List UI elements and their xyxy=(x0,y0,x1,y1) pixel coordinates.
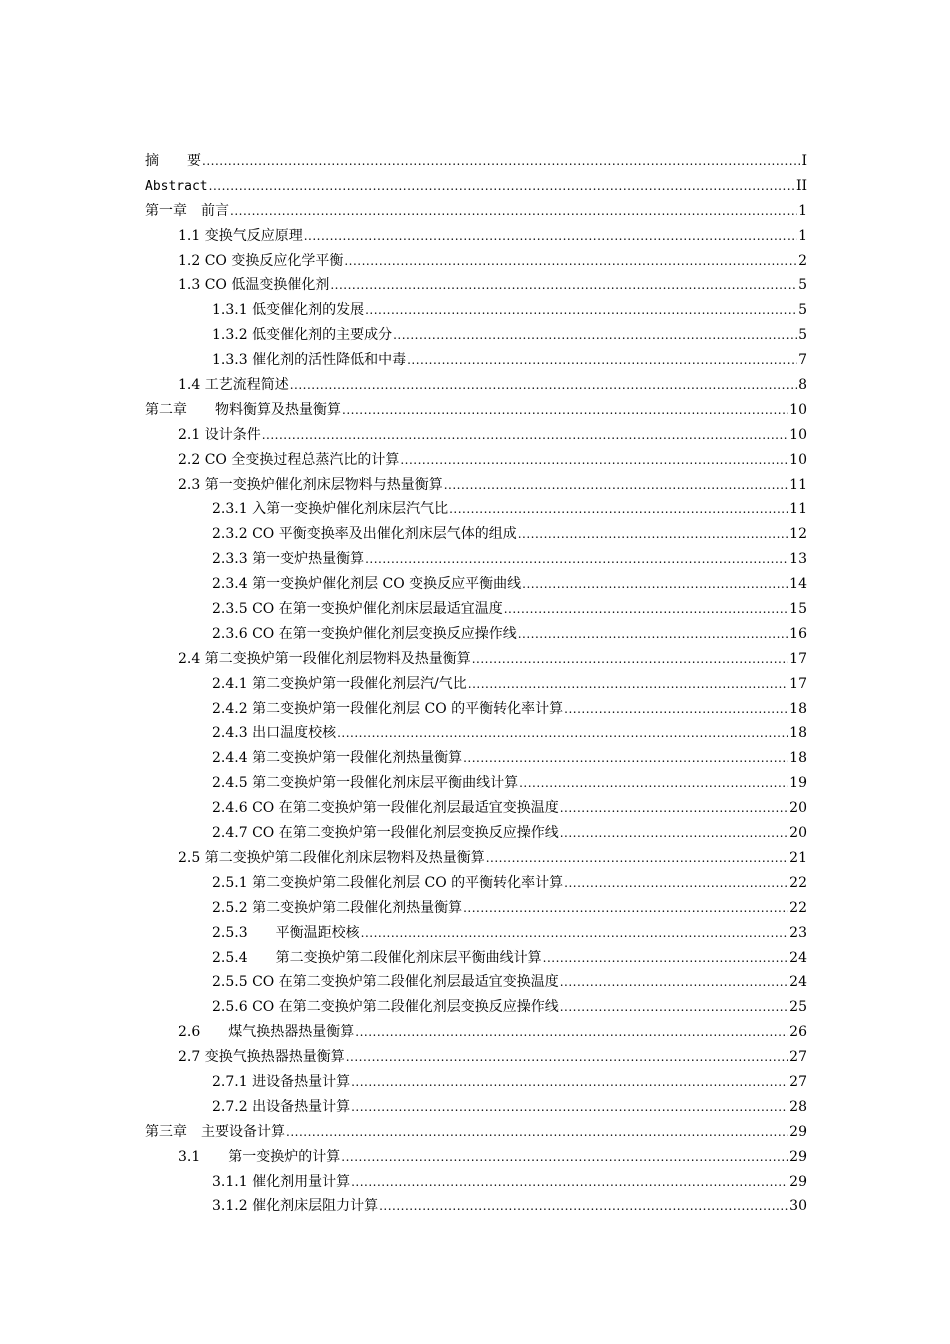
toc-entry-page-number: II xyxy=(795,177,807,194)
toc-entry[interactable] xyxy=(145,473,807,498)
toc-entry[interactable] xyxy=(145,348,807,373)
toc-entry-title: 2.5.6 CO 在第二变换炉第二段催化剂层变换反应操作线 xyxy=(212,999,559,1016)
dot-leader xyxy=(344,249,797,274)
toc-entry[interactable] xyxy=(145,448,807,473)
toc-entry-title: 1.3 CO 低温变换催化剂 xyxy=(178,277,330,294)
toc-entry-page-number: 26 xyxy=(789,1024,807,1041)
toc-entry[interactable] xyxy=(145,497,807,522)
toc-entry[interactable] xyxy=(145,970,807,995)
dot-leader xyxy=(486,846,788,871)
toc-entry[interactable] xyxy=(145,423,807,448)
toc-entry-page-number: 17 xyxy=(789,675,807,692)
toc-entry[interactable] xyxy=(145,647,807,672)
toc-entry-page-number: 25 xyxy=(789,999,807,1016)
toc-entry-page-number: 1 xyxy=(798,227,807,244)
dot-leader xyxy=(504,597,788,622)
toc-entry[interactable] xyxy=(145,672,807,697)
toc-entry[interactable] xyxy=(145,721,807,746)
dot-leader xyxy=(518,522,788,547)
toc-entry[interactable] xyxy=(145,1170,807,1195)
dot-leader xyxy=(361,921,789,946)
toc-entry-title: 2.3.2 CO 平衡变换率及出催化剂床层气体的组成 xyxy=(212,526,517,543)
toc-entry-page-number: 11 xyxy=(789,501,807,518)
toc-entry-page-number: 27 xyxy=(789,1049,807,1066)
toc-entry-title: 2.4.4 第二变换炉第一段催化剂热量衡算 xyxy=(212,750,463,767)
dot-leader xyxy=(330,273,797,298)
toc-entry-page-number: 5 xyxy=(798,327,807,344)
toc-entry[interactable] xyxy=(145,597,807,622)
toc-entry-title: 1.1 变换气反应原理 xyxy=(178,227,303,244)
toc-entry-title: 2.5.2 第二变换炉第二段催化剂热量衡算 xyxy=(212,899,463,916)
toc-entry[interactable] xyxy=(145,224,807,249)
toc-entry[interactable] xyxy=(145,1095,807,1120)
toc-entry-page-number: 22 xyxy=(789,874,807,891)
toc-entry-title: 2.3.3 第一变炉热量衡算 xyxy=(212,551,365,568)
dot-leader xyxy=(346,1045,788,1070)
toc-entry-title: 第三章 主要设备计算 xyxy=(145,1123,285,1140)
toc-entry[interactable] xyxy=(145,298,807,323)
toc-entry[interactable] xyxy=(145,846,807,871)
dot-leader xyxy=(351,1095,788,1120)
toc-entry-page-number: 10 xyxy=(789,401,807,418)
toc-entry[interactable] xyxy=(145,149,807,174)
toc-entry[interactable] xyxy=(145,896,807,921)
toc-entry-page-number: 30 xyxy=(789,1198,807,1215)
toc-entry[interactable] xyxy=(145,1045,807,1070)
toc-entry-page-number: 24 xyxy=(789,974,807,991)
toc-entry-title: 2.6 煤气换热器热量衡算 xyxy=(178,1024,355,1041)
toc-entry[interactable] xyxy=(145,821,807,846)
dot-leader xyxy=(341,1145,788,1170)
toc-entry-page-number: 17 xyxy=(789,650,807,667)
toc-entry-page-number: 20 xyxy=(789,825,807,842)
toc-entry-title: 2.5 第二变换炉第二段催化剂床层物料及热量衡算 xyxy=(178,849,485,866)
dot-leader xyxy=(564,697,788,722)
toc-entry-title: 2.3.6 CO 在第一变换炉催化剂层变换反应操作线 xyxy=(212,625,517,642)
toc-entry-page-number: 14 xyxy=(789,576,807,593)
toc-entry-page-number: 10 xyxy=(789,451,807,468)
toc-entry-page-number: 21 xyxy=(789,849,807,866)
toc-entry[interactable] xyxy=(145,921,807,946)
toc-entry-page-number: 19 xyxy=(789,775,807,792)
toc-entry[interactable] xyxy=(145,323,807,348)
toc-entry-page-number: 29 xyxy=(789,1123,807,1140)
toc-entry-title: 2.7 变换气换热器热量衡算 xyxy=(178,1049,345,1066)
toc-entry-page-number: 1 xyxy=(798,202,807,219)
toc-entry-title: Abstract xyxy=(145,178,208,194)
toc-entry-title: 1.2 CO 变换反应化学平衡 xyxy=(178,252,344,269)
toc-entry[interactable] xyxy=(145,572,807,597)
dot-leader xyxy=(304,224,797,249)
toc-entry-page-number: 18 xyxy=(789,750,807,767)
toc-entry-page-number: 28 xyxy=(789,1098,807,1115)
toc-entry-title: 2.4 第二变换炉第一段催化剂层物料及热量衡算 xyxy=(178,650,471,667)
dot-leader xyxy=(407,348,797,373)
dot-leader xyxy=(522,572,788,597)
toc-entry-page-number: 22 xyxy=(789,899,807,916)
toc-entry[interactable] xyxy=(145,1194,807,1219)
toc-entry[interactable] xyxy=(145,796,807,821)
toc-entry[interactable] xyxy=(145,1020,807,1045)
toc-entry-title: 2.5.1 第二变换炉第二段催化剂层 CO 的平衡转化率计算 xyxy=(212,874,564,891)
toc-entry-title: 摘 要 xyxy=(145,153,201,169)
toc-entry[interactable] xyxy=(145,1120,807,1145)
toc-entry[interactable] xyxy=(145,249,807,274)
dot-leader xyxy=(342,398,788,423)
toc-entry[interactable] xyxy=(145,946,807,971)
toc-entry-page-number: 24 xyxy=(789,949,807,966)
toc-entry-page-number: 15 xyxy=(789,601,807,618)
toc-entry-page-number: 18 xyxy=(789,725,807,742)
dot-leader xyxy=(400,448,788,473)
dot-leader xyxy=(209,174,795,199)
toc-entry-title: 2.4.1 第二变换炉第一段催化剂层汽/气比 xyxy=(212,675,467,692)
dot-leader xyxy=(543,946,789,971)
toc-entry-title: 2.7.2 出设备热量计算 xyxy=(212,1098,351,1115)
dot-leader xyxy=(519,771,788,796)
toc-entry-page-number: 18 xyxy=(789,700,807,717)
toc-entry[interactable] xyxy=(145,373,807,398)
toc-entry-page-number: 8 xyxy=(798,377,807,394)
dot-leader xyxy=(518,622,788,647)
dot-leader xyxy=(355,1020,788,1045)
toc-entry-page-number: 12 xyxy=(789,526,807,543)
toc-entry-title: 2.5.4 第二变换炉第二段催化剂床层平衡曲线计算 xyxy=(212,949,542,966)
toc-entry-title: 2.3.4 第一变换炉催化剂层 CO 变换反应平衡曲线 xyxy=(212,576,522,593)
toc-entry-page-number: I xyxy=(801,153,807,169)
toc-entry-page-number: 5 xyxy=(798,302,807,319)
dot-leader xyxy=(444,473,788,498)
toc-entry-title: 2.7.1 进设备热量计算 xyxy=(212,1073,351,1090)
toc-entry-page-number: 20 xyxy=(789,800,807,817)
dot-leader xyxy=(560,970,788,995)
dot-leader xyxy=(472,647,788,672)
dot-leader xyxy=(463,896,788,921)
dot-leader xyxy=(379,1194,788,1219)
toc-entry[interactable] xyxy=(145,871,807,896)
toc-entry-page-number: 27 xyxy=(789,1073,807,1090)
dot-leader xyxy=(230,199,797,224)
toc-entry-title: 1.3.2 低变催化剂的主要成分 xyxy=(212,327,393,344)
toc-entry[interactable] xyxy=(145,1145,807,1170)
toc-entry-title: 2.4.6 CO 在第二变换炉第一段催化剂层最适宜变换温度 xyxy=(212,800,559,817)
toc-entry[interactable] xyxy=(145,174,807,199)
toc-entry-title: 2.4.3 出口温度校核 xyxy=(212,725,337,742)
toc-entry-page-number: 11 xyxy=(789,476,807,493)
toc-entry-title: 3.1 第一变换炉的计算 xyxy=(178,1148,341,1165)
toc-entry-page-number: 13 xyxy=(789,551,807,568)
toc-entry-title: 3.1.1 催化剂用量计算 xyxy=(212,1173,351,1190)
toc-entry-page-number: 5 xyxy=(798,277,807,294)
dot-leader xyxy=(286,1120,788,1145)
toc-entry-title: 2.4.7 CO 在第二变换炉第一段催化剂层变换反应操作线 xyxy=(212,825,559,842)
toc-entry[interactable] xyxy=(145,547,807,572)
dot-leader xyxy=(365,547,788,572)
toc-entry[interactable] xyxy=(145,995,807,1020)
toc-entry-page-number: 10 xyxy=(789,426,807,443)
toc-entry-title: 2.4.5 第二变换炉第一段催化剂床层平衡曲线计算 xyxy=(212,775,519,792)
toc-entry[interactable] xyxy=(145,398,807,423)
dot-leader xyxy=(351,1170,788,1195)
toc-entry-title: 2.3.1 入第一变换炉催化剂床层汽气比 xyxy=(212,501,449,518)
toc-entry[interactable] xyxy=(145,697,807,722)
toc-entry-title: 2.5.3 平衡温距校核 xyxy=(212,924,360,941)
toc-entry[interactable] xyxy=(145,746,807,771)
dot-leader xyxy=(337,721,788,746)
toc-entry-title: 1.3.1 低变催化剂的发展 xyxy=(212,302,365,319)
toc-entry-title: 2.3.5 CO 在第一变换炉催化剂床层最适宜温度 xyxy=(212,601,503,618)
dot-leader xyxy=(463,746,788,771)
dot-leader xyxy=(351,1070,788,1095)
toc-entry-page-number: 29 xyxy=(789,1173,807,1190)
toc-entry[interactable] xyxy=(145,273,807,298)
toc-entry[interactable] xyxy=(145,771,807,796)
toc-entry-title: 2.1 设计条件 xyxy=(178,426,261,443)
toc-entry[interactable] xyxy=(145,622,807,647)
dot-leader xyxy=(560,796,788,821)
toc-entry-page-number: 16 xyxy=(789,625,807,642)
dot-leader xyxy=(365,298,797,323)
toc-entry-title: 第一章 前言 xyxy=(145,202,229,219)
dot-leader xyxy=(560,995,788,1020)
dot-leader xyxy=(202,149,800,174)
toc-entry-title: 2.5.5 CO 在第二变换炉第二段催化剂层最适宜变换温度 xyxy=(212,974,559,991)
toc-entry-title: 1.3.3 催化剂的活性降低和中毒 xyxy=(212,352,407,369)
dot-leader xyxy=(564,871,788,896)
toc-entry-title: 3.1.2 催化剂床层阻力计算 xyxy=(212,1198,379,1215)
toc-entry-title: 2.4.2 第二变换炉第一段催化剂层 CO 的平衡转化率计算 xyxy=(212,700,564,717)
toc-entry-page-number: 2 xyxy=(798,252,807,269)
dot-leader xyxy=(449,497,788,522)
dot-leader xyxy=(468,672,788,697)
toc-entry-page-number: 7 xyxy=(798,352,807,369)
toc-entry-page-number: 29 xyxy=(789,1148,807,1165)
toc-entry-title: 2.2 CO 全变换过程总蒸汽比的计算 xyxy=(178,451,400,468)
toc-entry-title: 1.4 工艺流程简述 xyxy=(178,377,289,394)
toc-entry-title: 2.3 第一变换炉催化剂床层物料与热量衡算 xyxy=(178,476,443,493)
dot-leader xyxy=(560,821,788,846)
toc-entry[interactable] xyxy=(145,199,807,224)
toc-entry-title: 第二章 物料衡算及热量衡算 xyxy=(145,401,341,418)
table-of-contents xyxy=(145,149,807,1219)
toc-entry[interactable] xyxy=(145,1070,807,1095)
toc-entry-page-number: 23 xyxy=(789,924,807,941)
dot-leader xyxy=(393,323,797,348)
dot-leader xyxy=(262,423,788,448)
dot-leader xyxy=(290,373,797,398)
toc-entry[interactable] xyxy=(145,522,807,547)
